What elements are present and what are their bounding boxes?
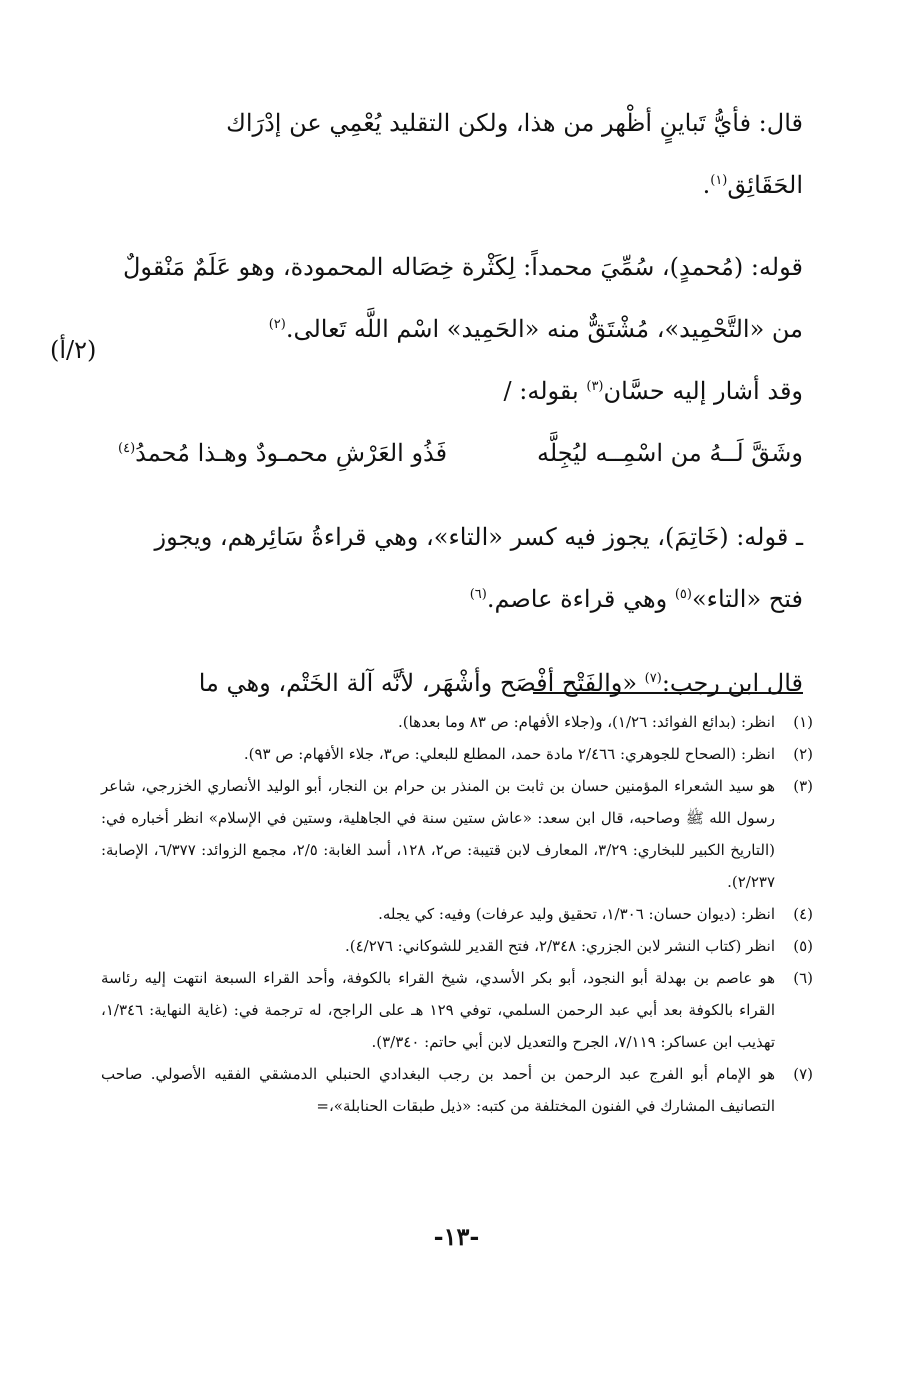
paragraph-4 [108, 506, 803, 630]
footnote-ref-7: (٧) [644, 671, 662, 686]
footnote-ref-5: (٥) [674, 587, 692, 602]
page-number: -١٣- [433, 1222, 480, 1251]
footnote-5 [101, 930, 813, 962]
paragraph-3 [108, 360, 803, 422]
paragraph-1-line-2: الحَقَائِق [727, 171, 803, 199]
paragraph-4-line-2a: فتح «التاء» [691, 585, 803, 613]
verse-second-hemistich: فَذُو العَرْشِ محمـودٌ وهـذا مُحمدُ [135, 439, 448, 467]
footnote-text: انظر: (الصحاح للجوهري: ٢/٤٦٦ مادة حمد، المطلع للبعلي: ص٣، جلاء الأفهام: ص ٩٣). [243, 745, 775, 763]
paragraph-2-line-1: قوله: (مُحمدٍ)، سُمِّيَ محمداً: لِكَثْرة خِصَاله المحمودة، وهو عَلَمٌ مَنْقولٌ [122, 253, 803, 281]
footnote-number: (٦) [793, 969, 813, 987]
footnote-ref-2: (٢) [268, 317, 286, 332]
footnote-2 [101, 738, 813, 770]
paragraph-4-line-2b: وهي قراءة عاصم. [486, 585, 675, 613]
footnote-text: هو عاصم بن بهدلة أبو النجود، أبو بكر الأسدي، شيخ القراء بالكوفة، وأحد القراء السبعة انتهت إليه رئاسة القراء بالكوفة بعد أبي عبد الرحمن السلمي، توفي ١٢٩ هـ على الراجح، له ترجمة في: (غاية النهاية: ١/٣٤٦، تهذيب ابن عساكر: ٧/١١٩، الجرح والتعديل لابن أبي حاتم: ٣/٣٤٠). [101, 969, 775, 1051]
footnote-text: هو سيد الشعراء المؤمنين حسان بن ثابت بن المنذر بن حرام بن النجار، أبو الوليد الأنصاري الخزرجي، شاعر رسول الله ﷺ وصاحبه، قال ابن سعد: «عاش ستين سنة في الجاهلية، وستين في الإسلام» انظر أخباره في: (التاريخ الكبير للبخاري: ٣/٢٩، المعارف لابن قتيبة: ص٢، ١٢٨، أسد الغابة: ٢/٥، مجمع الزوائد: ٦/٣٧٧، الإصابة: ٢/٢٣٧). [101, 777, 775, 891]
footnote-text: انظر: (بدائع الفوائد: ١/٢٦)، و(جلاء الأفهام: ص ٨٣ وما بعدها). [398, 713, 775, 731]
paragraph-5-text-a: قال ابن رجب: [661, 669, 803, 697]
paragraph-3-text-b: بقوله: / [503, 377, 587, 405]
footnote-text: هو الإمام أبو الفرج عبد الرحمن بن أحمد بن رجب البغدادي الحنبلي الدمشقي الفقيه الأصولي. صاحب التصانيف المشارك في الفنون المختلفة من كتبه: «ذيل طبقات الحنابلة»،= [101, 1065, 775, 1115]
footnote-number: (٥) [793, 937, 813, 955]
footnote-ref-3: (٣) [586, 379, 604, 394]
verse-first-hemistich: وشَقَّ لَــهُ من اسْمِــه ليُجِلَّه [536, 439, 803, 467]
footnote-6 [101, 962, 813, 1058]
footnote-number: (٤) [793, 905, 813, 923]
footnote-4 [101, 898, 813, 930]
footnotes [101, 706, 813, 1122]
paragraph-1-line-1: قال: فأيُّ تَباينٍ أظْهر من هذا، ولكن التقليد يُعْمِي عن إدْرَاك [226, 109, 803, 137]
paragraph-4-line-1: ـ قوله: (خَاتِمَ)، يجوز فيه كسر «التاء»، وهي قراءةُ سَائِرهم، ويجوز [154, 523, 803, 551]
paragraph-2 [108, 236, 803, 360]
footnote-text: انظر (كتاب النشر لابن الجزري: ٢/٣٤٨، فتح القدير للشوكاني: ٤/٢٧٦). [344, 937, 775, 955]
paragraph-2-line-2: من «التَّحْمِيد»، مُشْتَقٌّ منه «الحَمِيد» اسْم اللَّه تَعالى. [285, 315, 803, 343]
main-text [108, 92, 803, 714]
footnote-number: (٧) [793, 1065, 813, 1083]
paragraph-5 [108, 652, 803, 714]
footnote-number: (١) [793, 713, 813, 731]
footnote-divider [533, 692, 803, 694]
paragraph-1: قال: فأيُّ تَباينٍ أظْهر من هذا، ولكن التقليد يُعْمِي عن إدْرَاك الحَقَائِق$^{(١)}$. [226, 109, 803, 199]
paragraph-3-text-a: وقد أشار إليه حسَّان [603, 377, 803, 405]
footnote-text: انظر: (ديوان حسان: ١/٣٠٦، تحقيق وليد عرفات) وفيه: كي يجله. [378, 905, 775, 923]
footnote-number: (٢) [793, 745, 813, 763]
footnote-ref-1: (١) [710, 173, 728, 188]
footnote-number: (٣) [793, 777, 813, 795]
poem-verse [108, 422, 803, 484]
footnote-7 [101, 1058, 813, 1122]
footnote-1 [101, 706, 813, 738]
footnote-ref-6: (٦) [469, 587, 487, 602]
footnote-3 [101, 770, 813, 898]
paragraph-5-text-b: «والفَتْح أفْصَح وأشْهَر، لأنَّه آلة الخَتْم، وهي ما [198, 669, 645, 697]
folio-marker: (٢/أ) [50, 336, 97, 364]
footnote-ref-4: (٤) [118, 441, 136, 456]
